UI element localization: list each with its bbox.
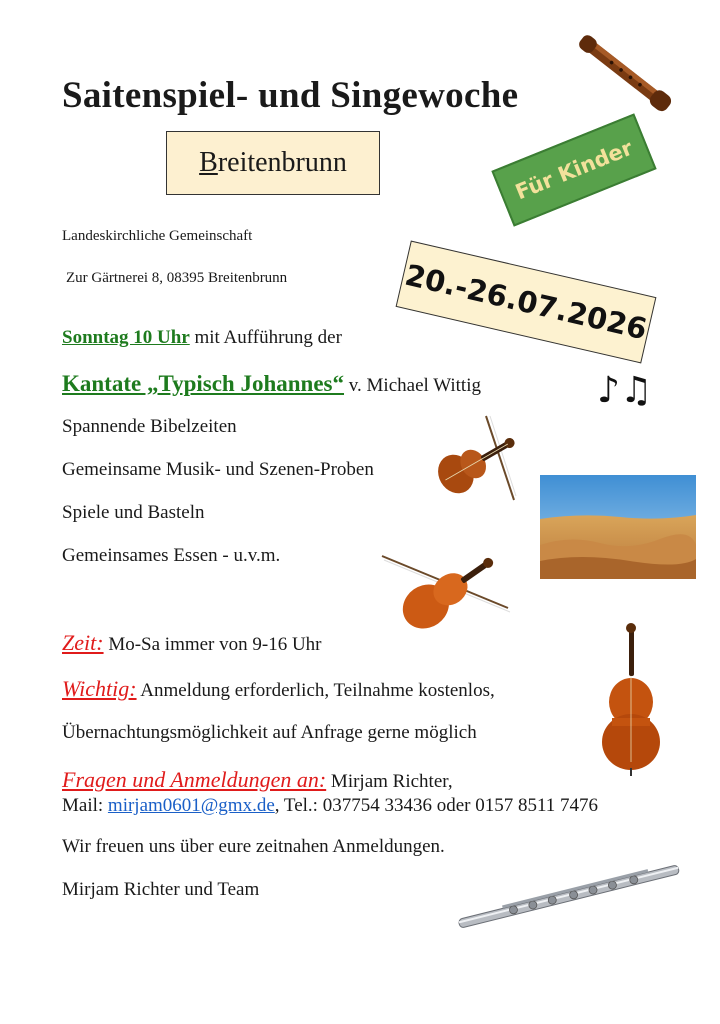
phone-numbers: , Tel.: 037754 33436 oder 0157 8511 7476	[274, 795, 598, 816]
location-box	[166, 131, 380, 195]
contact-name: Mirjam Richter,	[326, 771, 453, 792]
activity-item: Gemeinsame Musik- und Szenen-Proben	[62, 459, 374, 480]
violin-icon	[428, 412, 518, 504]
sunday-rest: mit Aufführung der	[189, 327, 342, 348]
address: Zur Gärtnerei 8, 08395 Breitenbrunn	[66, 270, 288, 286]
organizer: Landeskirchliche Gemeinschaft	[62, 228, 253, 244]
mail-label: Mail:	[62, 795, 108, 816]
time-line	[62, 630, 322, 656]
email-link[interactable]: mirjam0601@gmx.de	[107, 795, 275, 816]
event-date: 20.-26.07.2026	[396, 241, 657, 364]
time-text: Mo-Sa immer von 9-16 Uhr	[103, 634, 322, 655]
important-label: Wichtig:	[62, 676, 137, 701]
audience-badge: Für Kinder	[491, 113, 656, 226]
time-label: Zeit:	[62, 630, 104, 655]
contact-line	[62, 767, 453, 793]
mail-line	[62, 795, 598, 817]
important-text: Anmeldung erforderlich, Teilnahme kostenlos,	[136, 680, 495, 701]
signature: Mirjam Richter und Team	[62, 879, 260, 900]
important-line	[62, 676, 495, 702]
overnight-line: Übernachtungsmöglichkeit auf Anfrage gerne möglich	[62, 722, 477, 743]
location-initial: B	[199, 147, 218, 178]
cantata-line	[62, 371, 481, 397]
cantata-composer: v. Michael Wittig	[344, 375, 481, 396]
sunday-line	[62, 327, 342, 349]
desert-photo	[540, 475, 696, 579]
location-rest: reitenbrunn	[217, 147, 347, 178]
cello-icon	[596, 622, 666, 777]
recorder-icon	[568, 28, 683, 118]
music-notes-icon: ♪♫	[597, 370, 653, 411]
activity-item: Spiele und Basteln	[62, 502, 205, 523]
closing-text: Wir freuen uns über eure zeitnahen Anmeldungen.	[62, 836, 445, 857]
activity-item: Gemeinsames Essen - u.v.m.	[62, 545, 281, 566]
cantata-title: Kantate „Typisch Johannes“	[62, 371, 345, 396]
activity-item: Spannende Bibelzeiten	[62, 416, 237, 437]
flute-icon	[452, 858, 687, 936]
contact-label: Fragen und Anmeldungen an:	[62, 767, 327, 792]
viola-icon	[378, 536, 513, 640]
sunday-highlight: Sonntag 10 Uhr	[62, 327, 190, 348]
page-title: Saitenspiel- und Singewoche	[62, 75, 519, 116]
